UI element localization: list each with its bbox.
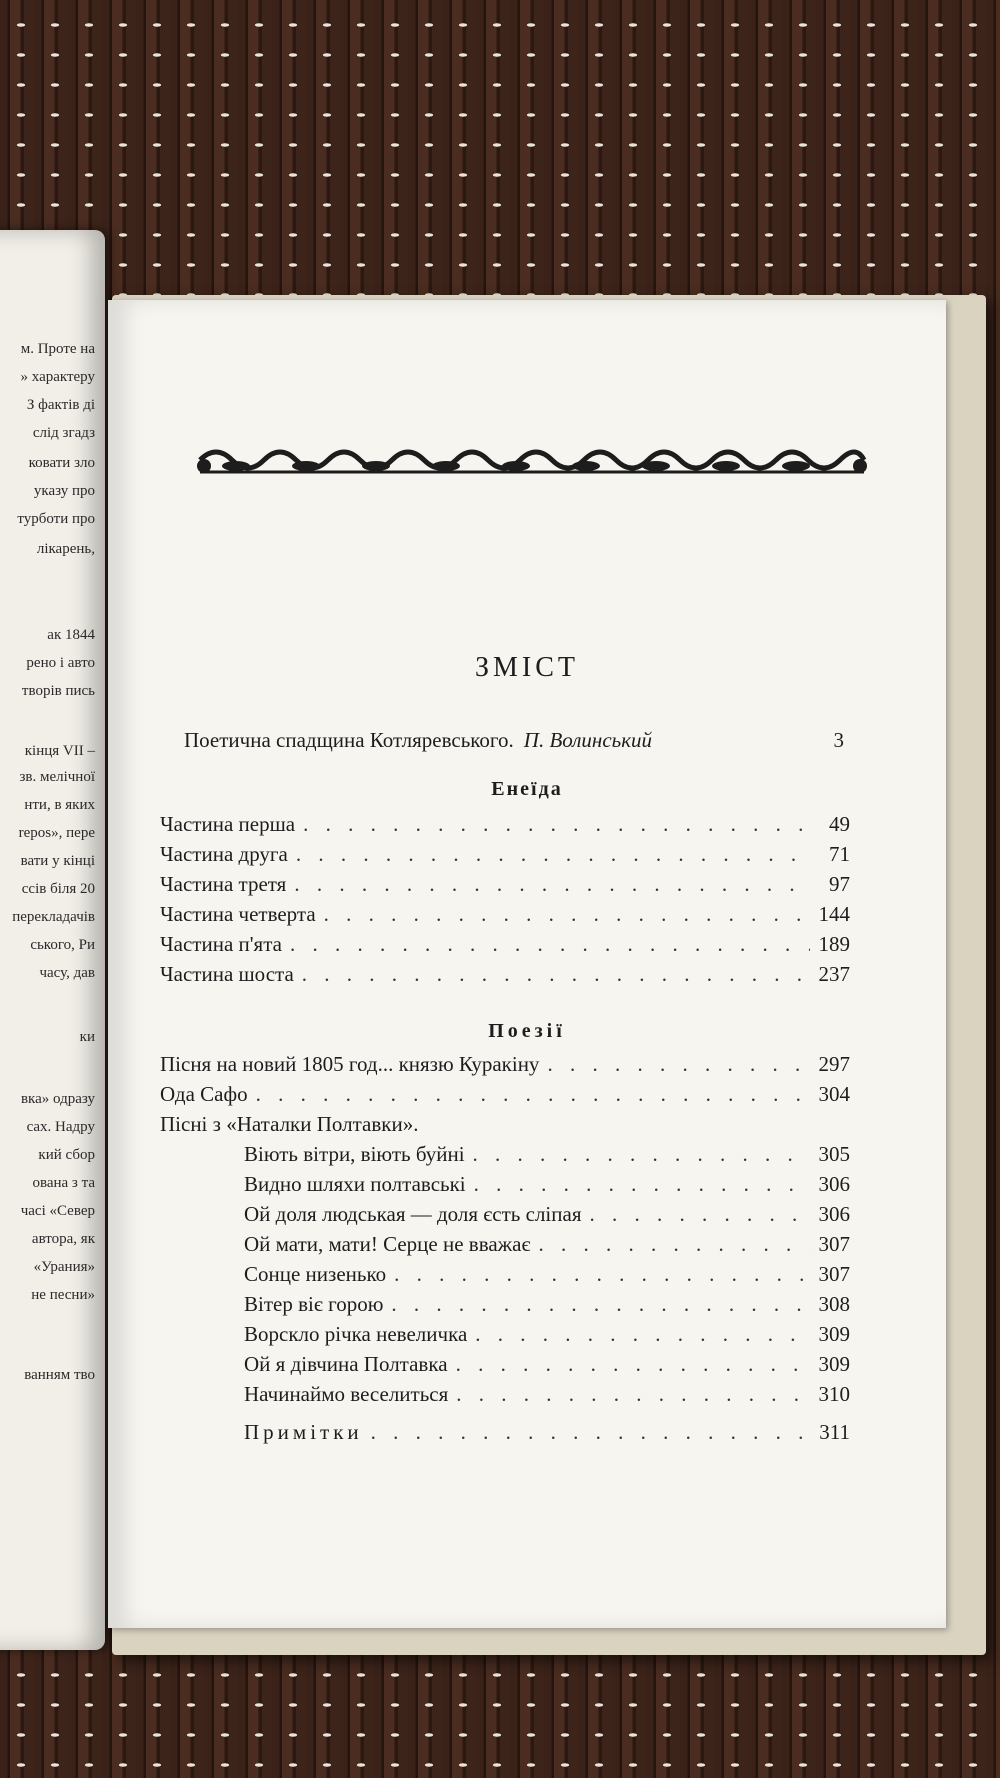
entry-label: Примітки bbox=[244, 1420, 363, 1444]
leader-dots bbox=[531, 1232, 811, 1257]
entry-label: Начинаймо веселиться bbox=[244, 1382, 449, 1406]
left-page-fragment: вати у кінці bbox=[20, 853, 95, 869]
left-page-fragment: кий сбор bbox=[38, 1147, 95, 1163]
left-page-fragment: кінця VII – bbox=[24, 743, 95, 759]
intro-title: Поетична спадщина Котляревського. bbox=[184, 728, 514, 752]
leader-dots bbox=[286, 872, 810, 897]
left-page-fragment: З фактів ді bbox=[26, 397, 95, 413]
toc-subentry[interactable] bbox=[244, 1202, 850, 1232]
toc-entry[interactable] bbox=[160, 962, 850, 992]
entry-label: Пісня на новий 1805 год... князю Куракіну bbox=[160, 1052, 540, 1076]
left-page-fragment: вка» одразу bbox=[20, 1091, 95, 1107]
entry-page: 305 bbox=[818, 1142, 850, 1166]
entry-label: Ворскло річка невеличка bbox=[244, 1322, 468, 1346]
toc-subentry[interactable] bbox=[244, 1262, 850, 1292]
left-page-fragment: указу про bbox=[33, 483, 95, 499]
leader-dots bbox=[386, 1262, 810, 1287]
left-page-fragment: » характеру bbox=[20, 369, 95, 385]
entry-label: Вітер віє горою bbox=[244, 1292, 384, 1316]
entry-label: Ода Сафо bbox=[160, 1082, 248, 1106]
toc-entry[interactable] bbox=[160, 932, 850, 962]
toc-entry[interactable] bbox=[160, 902, 850, 932]
left-page-fragment: зв. мелічної bbox=[19, 769, 95, 785]
entry-page: 310 bbox=[818, 1382, 850, 1406]
leader-dots bbox=[466, 1172, 810, 1197]
left-page-fragment: ки bbox=[79, 1029, 95, 1045]
leader-dots bbox=[316, 902, 810, 927]
intro-entry[interactable] bbox=[184, 728, 844, 753]
leader-dots bbox=[383, 1292, 810, 1317]
entry-label: Сонце низенько bbox=[244, 1262, 387, 1286]
entry-page: 306 bbox=[818, 1202, 850, 1226]
entry-label: Пісні з «Наталки Полтавки». bbox=[160, 1112, 419, 1136]
entry-page: 297 bbox=[818, 1052, 850, 1076]
entry-label: Частина шоста bbox=[160, 962, 294, 986]
entry-label: Частина п'ята bbox=[160, 932, 282, 956]
entry-page: 237 bbox=[818, 962, 850, 986]
entry-page: 308 bbox=[818, 1292, 850, 1316]
leader-dots bbox=[448, 1352, 810, 1377]
left-page-fragment: лікарень, bbox=[36, 541, 95, 557]
toc-entry[interactable] bbox=[160, 1112, 850, 1142]
leader-dots bbox=[294, 962, 810, 987]
left-page-fragment: ована з та bbox=[32, 1175, 95, 1191]
entry-page: 97 bbox=[829, 872, 850, 896]
left-page-fragment: перекладачів bbox=[12, 909, 95, 925]
contents-heading: ЗМІСТ bbox=[474, 652, 580, 683]
entry-label: Ой мати, мати! Серце не вважає bbox=[244, 1232, 531, 1256]
left-page-fragment: «Урания» bbox=[33, 1259, 95, 1275]
entry-label: Видно шляхи полтавські bbox=[244, 1172, 466, 1196]
entry-page: 309 bbox=[818, 1322, 850, 1346]
left-page-fragment: не песни» bbox=[31, 1287, 95, 1303]
left-page-fragment: рено і авто bbox=[26, 655, 95, 671]
toc-entry[interactable] bbox=[160, 872, 850, 902]
leader-dots bbox=[448, 1382, 810, 1407]
left-page-fragment: repos», пере bbox=[18, 825, 95, 841]
left-page-fragment: ссів біля 20 bbox=[21, 881, 95, 897]
entry-page: 306 bbox=[818, 1172, 850, 1196]
leader-dots bbox=[465, 1142, 810, 1167]
left-page-fragment: часу, дав bbox=[39, 965, 95, 981]
section-title-eneida: Енеїда bbox=[491, 778, 563, 800]
left-page-fragment: ак 1844 bbox=[47, 627, 95, 643]
entry-page: 71 bbox=[829, 842, 850, 866]
left-page-fragment: м. Проте на bbox=[20, 341, 95, 357]
intro-page: 3 bbox=[833, 728, 844, 752]
left-page-fragment: творів пись bbox=[21, 683, 95, 699]
entry-page: 304 bbox=[818, 1082, 850, 1106]
left-page-fragment: нти, в яких bbox=[24, 797, 95, 813]
entry-page: 307 bbox=[818, 1232, 850, 1256]
toc-subentry[interactable] bbox=[244, 1292, 850, 1322]
toc-subentry[interactable] bbox=[244, 1382, 850, 1412]
intro-author: П. Волинський bbox=[523, 728, 653, 752]
leader-dots bbox=[467, 1322, 810, 1347]
toc-entry[interactable] bbox=[160, 812, 850, 842]
leader-dots bbox=[295, 812, 810, 837]
entry-label: Частина друга bbox=[160, 842, 288, 866]
leader-dots bbox=[248, 1082, 810, 1107]
toc-subentry[interactable] bbox=[244, 1172, 850, 1202]
leader-dots bbox=[539, 1052, 810, 1077]
entry-page: 309 bbox=[818, 1352, 850, 1376]
poezii-list bbox=[160, 1052, 850, 1142]
leader-dots bbox=[288, 842, 810, 867]
toc-entry[interactable] bbox=[160, 1052, 850, 1082]
left-page-fragment: ського, Ри bbox=[30, 937, 95, 953]
leader-dots bbox=[363, 1420, 810, 1445]
contents-page bbox=[108, 300, 946, 1628]
entry-page: 307 bbox=[818, 1262, 850, 1286]
toc-entry[interactable] bbox=[160, 842, 850, 872]
toc-subentry[interactable] bbox=[244, 1232, 850, 1262]
toc-subentry[interactable] bbox=[244, 1352, 850, 1382]
left-page-fragment: турботи про bbox=[17, 511, 95, 527]
entry-page: 144 bbox=[818, 902, 850, 926]
entry-page: 189 bbox=[818, 932, 850, 956]
toc-subentry[interactable] bbox=[244, 1142, 850, 1172]
toc-notes[interactable] bbox=[244, 1420, 850, 1450]
left-page bbox=[0, 230, 105, 1650]
entry-page: 311 bbox=[819, 1420, 850, 1444]
entry-label: Частина перша bbox=[160, 812, 296, 836]
left-page-fragment: ванням тво bbox=[24, 1367, 95, 1383]
entry-label: Ой я дівчина Полтавка bbox=[244, 1352, 448, 1376]
natalka-songs-list bbox=[244, 1142, 850, 1450]
leader-dots bbox=[282, 932, 810, 957]
left-page-fragment: ковати зло bbox=[28, 455, 95, 471]
entry-label: Ой доля людськая — доля єсть сліпая bbox=[244, 1202, 582, 1226]
toc-subentry[interactable] bbox=[244, 1322, 850, 1352]
left-page-fragment: сах. Надру bbox=[26, 1119, 95, 1135]
toc-entry[interactable] bbox=[160, 1082, 850, 1112]
eneida-list bbox=[160, 812, 850, 992]
ornament-border bbox=[196, 438, 868, 488]
left-page-fragment: часі «Север bbox=[20, 1203, 95, 1219]
left-page-fragment: автора, як bbox=[31, 1231, 95, 1247]
entry-label: Частина четверта bbox=[160, 902, 316, 926]
entry-label: Віють вітри, віють буйні bbox=[244, 1142, 465, 1166]
section-title-poezii: Поезії bbox=[488, 1020, 566, 1042]
entry-page: 49 bbox=[829, 812, 850, 836]
leader-dots bbox=[582, 1202, 811, 1227]
left-page-fragment: слід згадз bbox=[32, 425, 95, 441]
entry-label: Частина третя bbox=[160, 872, 287, 896]
